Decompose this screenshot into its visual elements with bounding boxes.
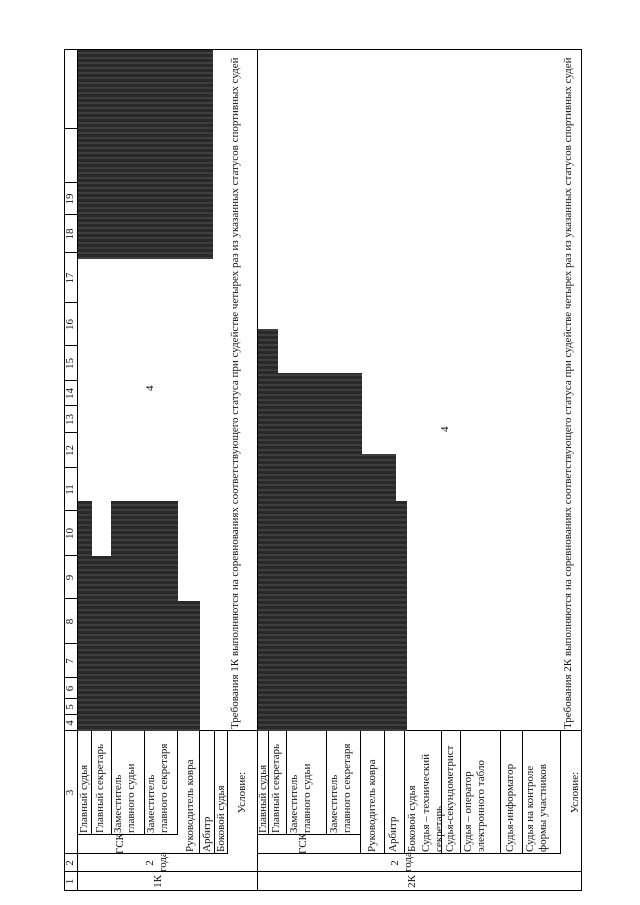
role-deputy-secretary: Заместитель главного секретаря	[328, 743, 353, 833]
requirement-2k: Требования 2К выполняются на соревнованиях соответствующего статуса при судействе четырех раз из указанных статусов спортивных судей	[562, 57, 574, 729]
role-main-secretary: Главный секретарь	[94, 744, 106, 833]
role-arbiter: Арбитр	[201, 816, 213, 852]
header-col-15: 15	[64, 358, 76, 369]
header-col-8: 8	[64, 618, 76, 625]
header-col-12: 12	[64, 445, 76, 456]
header-col-5: 5	[64, 704, 76, 710]
header-col-1: 1	[64, 878, 76, 885]
col-1-divider	[64, 871, 582, 872]
role-deputy-judge: Заместитель главного судьи	[112, 763, 137, 833]
period-1k: 2 года	[144, 852, 169, 872]
value-1k: 4	[144, 385, 156, 391]
role-main-judge: Главный судья	[78, 764, 90, 833]
role-mat-manager: Руководитель ковра	[366, 759, 378, 852]
role-side-judge: Боковой судья	[406, 785, 418, 852]
group-1k: ГСК	[114, 833, 126, 854]
header-col-18: 18	[64, 228, 76, 240]
header-col-14: 14	[64, 388, 76, 399]
header-col-16: 16	[64, 319, 76, 330]
header-col-6: 6	[64, 685, 76, 692]
role-arbiter: Арбитр	[387, 816, 399, 852]
header-col-17: 17	[64, 272, 76, 284]
header-col-19: 19	[64, 193, 76, 205]
header-col-3: 3	[64, 789, 76, 796]
requirement-1k: Требования 1К выполняются на соревнованиях соответствующего статуса при судействе четырех раз из указанных статусов спортивных судей	[229, 57, 241, 729]
role-deputy-judge: Заместитель главного судьи	[288, 763, 313, 833]
role-side-judge: Боковой судья	[215, 785, 227, 852]
role-scoreboard-operator: Судья – оператор электронного табло	[462, 760, 487, 852]
condition-label-1k: Условие:	[236, 771, 248, 814]
header-col-10: 10	[64, 528, 76, 539]
header-col-9: 9	[64, 574, 76, 581]
period-2k: 2 года	[389, 852, 414, 872]
role-deputy-secretary: Заместитель главного секретаря	[145, 743, 170, 833]
header-col-11: 11	[64, 484, 76, 495]
rank-2k: 2К	[406, 875, 418, 888]
role-uniform-control: Судья на контроле формы участников	[524, 764, 549, 852]
role-main-judge: Главный судья	[257, 764, 269, 833]
role-tech-secretary: Судья – технический секретарь	[420, 753, 445, 852]
group-2k: ГСК	[297, 833, 309, 854]
value-2k: 4	[439, 426, 451, 432]
judge-requirements-table	[64, 49, 582, 891]
header-col-2: 2	[64, 860, 76, 866]
role-mat-manager: Руководитель ковра	[184, 759, 196, 852]
rank-1k: 1К	[152, 875, 164, 888]
condition-label-2k: Условие:	[569, 771, 581, 814]
role-main-secretary: Главный секретарь	[270, 744, 282, 833]
header-col-4: 4	[64, 720, 76, 726]
role-timekeeper: Судья-секундометрист	[444, 745, 456, 852]
header-col-7: 7	[64, 658, 76, 664]
header-col-13: 13	[64, 414, 76, 425]
role-announcer: Судья-информатор	[504, 763, 516, 852]
